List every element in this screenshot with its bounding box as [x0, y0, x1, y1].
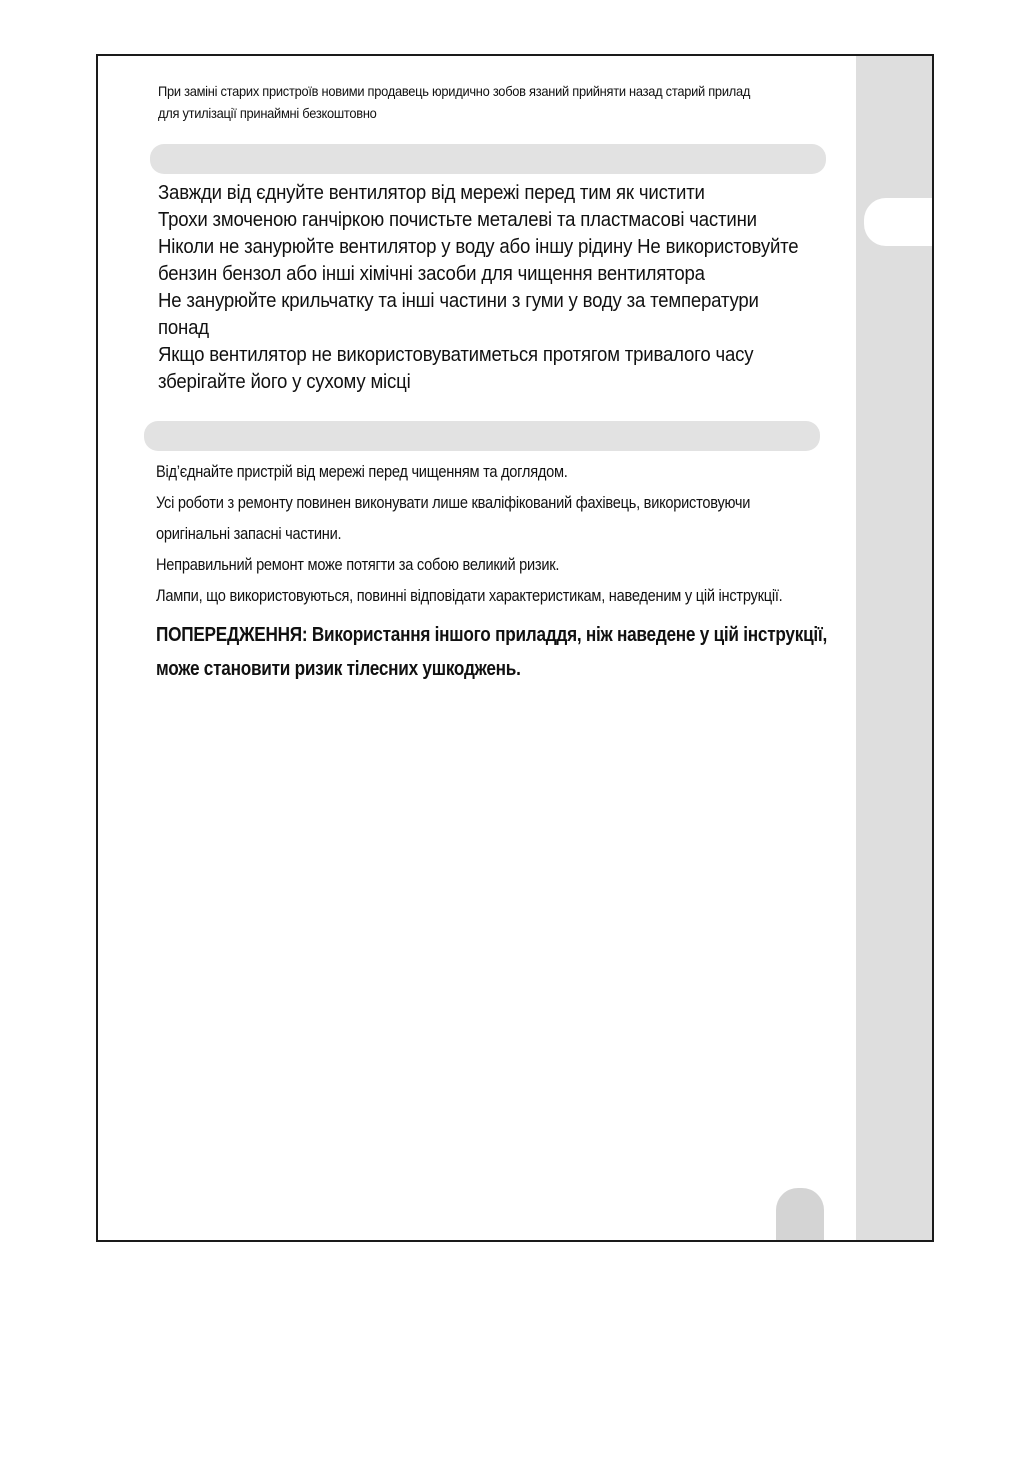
cleaning-line: понад — [158, 317, 209, 339]
maintenance-line: Усі роботи з ремонту повинен виконувати лише кваліфікований фахівець, використовуючи — [156, 493, 751, 512]
disposal-notice — [158, 80, 784, 124]
cleaning-line: Ніколи не занурюйте вентилятор у воду або іншу рідину Не використовуйте — [158, 236, 799, 258]
cleaning-line: зберігайте його у сухому місці — [158, 371, 411, 393]
maintenance-line: Від’єднайте пристрій від мережі перед чищенням та доглядом. — [156, 462, 568, 481]
cleaning-section-header — [150, 144, 826, 174]
maintenance-line: Лампи, що використовуються, повинні відповідати характеристикам, наведеним у цій інструкції. — [156, 586, 783, 605]
maintenance-instructions — [156, 456, 810, 611]
cleaning-instructions — [158, 180, 828, 396]
cleaning-line: Не занурюйте крильчатку та інші частини з гуми у воду за температури — [158, 290, 759, 312]
maintenance-section-header — [144, 421, 820, 451]
cleaning-line: Завжди від єднуйте вентилятор від мережі перед тим як чистити — [158, 182, 705, 204]
warning-notice — [156, 618, 835, 686]
page-frame — [96, 54, 934, 1242]
disposal-line: для утилізації принаймні безкоштовно — [158, 105, 377, 121]
maintenance-line: оригінальні запасні частини. — [156, 524, 342, 543]
maintenance-line: Неправильний ремонт може потягти за собою великий ризик. — [156, 555, 560, 574]
page-number-tab — [776, 1188, 824, 1242]
disposal-line: При заміні старих пристроїв новими продавець юридично зобов язаний прийняти назад старий прилад — [158, 83, 751, 99]
language-tab — [864, 198, 934, 246]
cleaning-line: Трохи змоченою ганчіркою почистьте металеві та пластмасові частини — [158, 209, 757, 231]
cleaning-line: бензин бензол або інші хімічні засоби для чищення вентилятора — [158, 263, 705, 285]
cleaning-line: Якщо вентилятор не використовуватиметься протягом тривалого часу — [158, 344, 754, 366]
warning-line: може становити ризик тілесних ушкоджень. — [156, 658, 521, 680]
warning-line: ПОПЕРЕДЖЕННЯ: Використання іншого приладдя, ніж наведене у цій інструкції, — [156, 624, 828, 646]
